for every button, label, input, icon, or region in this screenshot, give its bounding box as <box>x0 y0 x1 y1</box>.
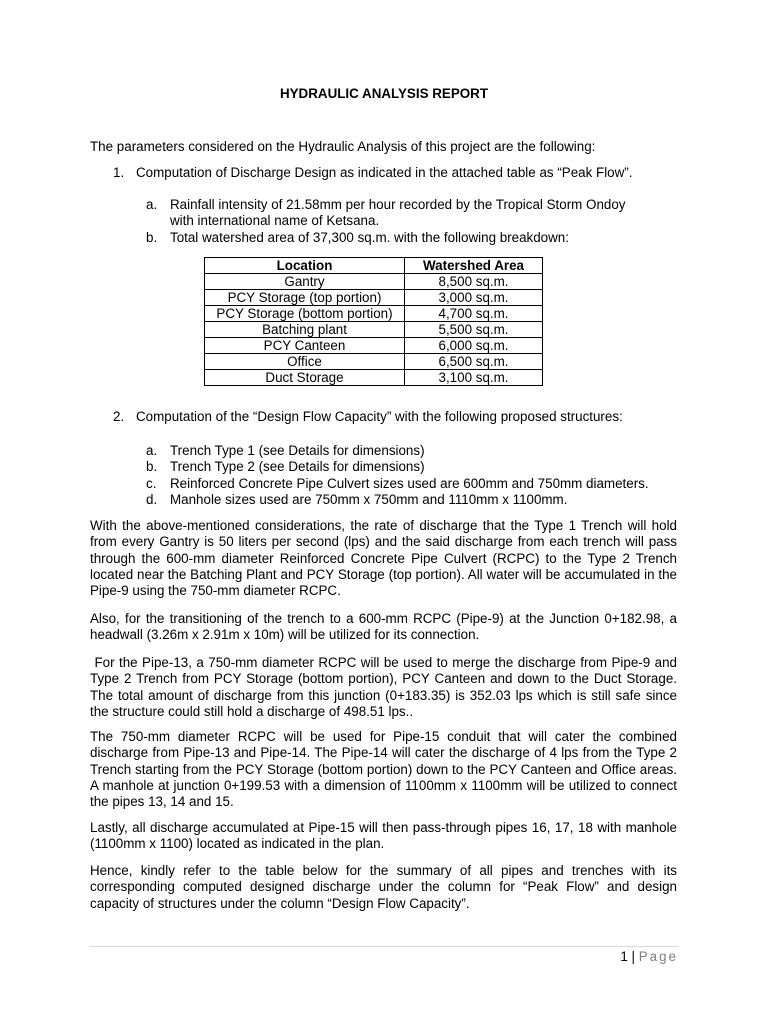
sub-item-text: Total watershed area of 37,300 sq.m. with the following breakdown: <box>170 230 569 245</box>
cell-location: Office <box>205 354 405 370</box>
header-location: Location <box>205 258 405 274</box>
paragraph-5: Lastly, all discharge accumulated at Pipe-15 will then pass-through pipes 16, 17, 18 with manhole (1100mm x 1100) located as indicated in the plan. <box>90 820 677 852</box>
sub-item-2b <box>146 459 666 475</box>
cell-area: 3,100 sq.m. <box>405 370 543 386</box>
table-header-row <box>205 258 543 274</box>
cell-location: Batching plant <box>205 322 405 338</box>
item-1-number: 1. <box>113 165 125 180</box>
sub-item-letter: a. <box>146 443 158 458</box>
table-row <box>205 370 543 386</box>
footer-divider <box>90 946 678 947</box>
cell-area: 4,700 sq.m. <box>405 306 543 322</box>
item-2-number: 2. <box>113 409 125 424</box>
sub-item-letter: d. <box>146 492 158 507</box>
sub-item-2d <box>146 492 666 508</box>
watershed-table <box>204 257 543 386</box>
cell-location: PCY Storage (bottom portion) <box>205 306 405 322</box>
report-title: HYDRAULIC ANALYSIS REPORT <box>279 86 489 101</box>
cell-area: 3,000 sq.m. <box>405 290 543 306</box>
sub-item-2a <box>146 443 666 459</box>
cell-area: 6,000 sq.m. <box>405 338 543 354</box>
table-row <box>205 306 543 322</box>
table-row <box>205 290 543 306</box>
page-footer <box>620 949 678 965</box>
paragraph-2: Also, for the transitioning of the trench to a 600-mm RCPC (Pipe-9) at the Junction 0+182.98, a headwall (3.26m x 2.91m x 10m) will be utilized for its connection. <box>90 611 677 643</box>
sub-item-text: Manhole sizes used are 750mm x 750mm and 1110mm x 1100mm. <box>170 492 568 507</box>
page-word: Page <box>638 949 678 964</box>
header-watershed-area: Watershed Area <box>405 258 543 274</box>
paragraph-6: Hence, kindly refer to the table below for the summary of all pipes and trenches with its corresponding computed designed discharge under the column for “Peak Flow” and design capacity of structures under the column “Design Flow Capacity”. <box>90 863 677 911</box>
sub-item-text: Rainfall intensity of 21.58mm per hour recorded by the Tropical Storm Ondoy with international name of Ketsana. <box>170 197 626 229</box>
sub-item-1a <box>146 197 666 230</box>
cell-area: 8,500 sq.m. <box>405 274 543 290</box>
item-2-text: Computation of the “Design Flow Capacity” with the following proposed structures: <box>136 409 623 424</box>
page-separator: | <box>631 949 635 964</box>
cell-location: PCY Storage (top portion) <box>205 290 405 306</box>
sub-item-text: Trench Type 2 (see Details for dimensions) <box>170 459 425 474</box>
cell-area: 6,500 sq.m. <box>405 354 543 370</box>
cell-location: Duct Storage <box>205 370 405 386</box>
cell-area: 5,500 sq.m. <box>405 322 543 338</box>
paragraph-1: With the above-mentioned considerations, the rate of discharge that the Type 1 Trench will hold from every Gantry is 50 liters per second (lps) and the said discharge from each trench will pass through the 600-mm diameter Reinforced Concrete Pipe Culvert (RCPC) to the Type 2 Trench located near the Batching Plant and PCY Storage (top portion). All water will be accumulated in the Pipe-9 using the 750-mm diameter RCPC. <box>90 518 677 599</box>
sub-item-1b <box>146 230 666 246</box>
sub-item-letter: a. <box>146 197 158 212</box>
sub-item-2c <box>146 476 666 492</box>
paragraph-4: The 750-mm diameter RCPC will be used for Pipe-15 conduit that will cater the combined discharge from Pipe-13 and Pipe-14. The Pipe-14 will cater the discharge of 4 lps from the Type 2 Trench starting from the PCY Storage (bottom portion) down to the PCY Canteen and Office areas. A manhole at junction 0+199.53 with a dimension of 1100mm x 1100mm will be utilized to connect the pipes 13, 14 and 15. <box>90 729 677 810</box>
page-number: 1 <box>620 949 628 964</box>
table-row <box>205 274 543 290</box>
table-row <box>205 354 543 370</box>
sub-item-letter: c. <box>146 476 157 491</box>
table-row <box>205 338 543 354</box>
sub-item-letter: b. <box>146 459 158 474</box>
sub-item-text: Reinforced Concrete Pipe Culvert sizes used are 600mm and 750mm diameters. <box>170 476 649 491</box>
sub-item-text: Trench Type 1 (see Details for dimensions) <box>170 443 425 458</box>
cell-location: PCY Canteen <box>205 338 405 354</box>
paragraph-3: For the Pipe-13, a 750-mm diameter RCPC will be used to merge the discharge from Pipe-9 and Type 2 Trench from PCY Storage (bottom portion), PCY Canteen and down to the Duct Storage. The total amount of discharge from this junction (0+183.35) is 352.03 lps which is still safe since the structure could still hold a discharge of 498.51 lps.. <box>90 655 681 719</box>
intro-text: The parameters considered on the Hydraulic Analysis of this project are the following: <box>90 139 596 154</box>
sub-item-letter: b. <box>146 230 158 245</box>
cell-location: Gantry <box>205 274 405 290</box>
item-1-text: Computation of Discharge Design as indicated in the attached table as “Peak Flow”. <box>136 165 633 180</box>
table-row <box>205 322 543 338</box>
